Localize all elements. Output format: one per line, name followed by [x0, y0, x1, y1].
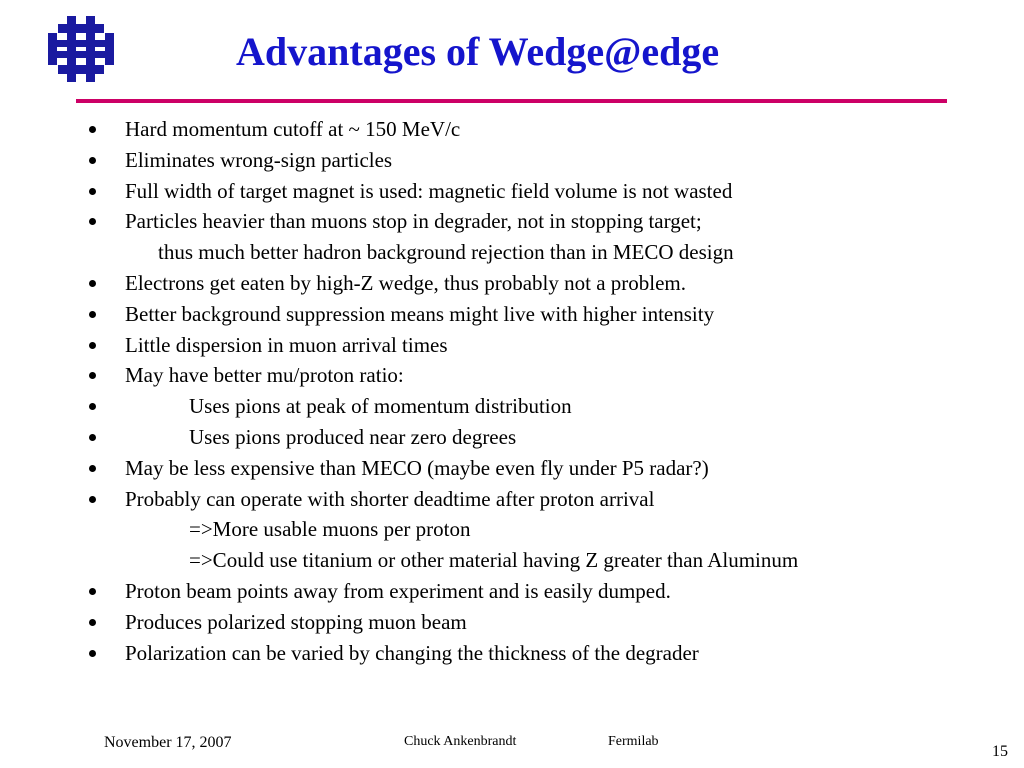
- bullet-text: Full width of target magnet is used: magnetic field volume is not wasted: [125, 178, 733, 203]
- bullet-item: [0, 114, 1024, 145]
- bullet-text: thus much better hadron background rejection than in MECO design: [158, 240, 734, 265]
- footer-date: November 17, 2007: [104, 734, 232, 751]
- bullet-text: Better background suppression means might live with higher intensity: [125, 301, 715, 326]
- bullet-item: [0, 638, 1024, 669]
- bullet-text: Particles heavier than muons stop in degrader, not in stopping target;: [125, 209, 702, 234]
- bullet-dot-icon: [89, 218, 96, 225]
- bullet-text: Uses pions produced near zero degrees: [189, 424, 517, 449]
- fermilab-logo-icon: [48, 16, 114, 82]
- bullet-text: Hard momentum cutoff at ~ 150 MeV/c: [125, 117, 461, 141]
- bullet-item: [0, 145, 1024, 176]
- bullet-item: [0, 484, 1024, 515]
- bullet-item: [0, 360, 1024, 391]
- bullet-list: [0, 114, 1024, 668]
- bullet-dot-icon: [89, 434, 96, 441]
- bullet-text: =>Could use titanium or other material having Z greater than Aluminum: [189, 548, 799, 573]
- bullet-dot-icon: [89, 496, 96, 503]
- bullet-item: [0, 237, 1024, 268]
- bullet-text: May have better mu/proton ratio:: [125, 363, 404, 388]
- bullet-text: Polarization can be varied by changing the thickness of the degrader: [125, 640, 699, 665]
- bullet-dot-icon: [89, 342, 96, 349]
- slide-title: Advantages of Wedge@edge: [236, 29, 720, 74]
- bullet-item: [0, 576, 1024, 607]
- bullet-item: [0, 545, 1024, 576]
- bullet-item: [0, 391, 1024, 422]
- bullet-text: Eliminates wrong-sign particles: [125, 147, 393, 172]
- bullet-text: May be less expensive than MECO (maybe even fly under P5 radar?): [125, 455, 709, 480]
- bullet-dot-icon: [89, 588, 96, 595]
- bullet-dot-icon: [89, 188, 96, 195]
- bullet-dot-icon: [89, 650, 96, 657]
- footer-organization: Fermilab: [608, 734, 659, 749]
- bullet-text: =>More usable muons per proton: [189, 517, 471, 542]
- bullet-text: Little dispersion in muon arrival times: [125, 332, 448, 357]
- bullet-item: [0, 206, 1024, 237]
- bullet-item: [0, 607, 1024, 638]
- bullet-item: [0, 330, 1024, 361]
- bullet-dot-icon: [89, 157, 96, 164]
- bullet-dot-icon: [89, 126, 96, 133]
- bullet-item: [0, 176, 1024, 207]
- bullet-text: Produces polarized stopping muon beam: [125, 609, 467, 634]
- bullet-dot-icon: [89, 465, 96, 472]
- title-divider: [76, 99, 947, 103]
- page-number: 15: [992, 743, 1008, 760]
- bullet-text: Probably can operate with shorter deadtime after proton arrival: [125, 486, 655, 511]
- bullet-text: Uses pions at peak of momentum distribution: [189, 394, 572, 419]
- bullet-item: [0, 453, 1024, 484]
- bullet-item: [0, 422, 1024, 453]
- bullet-dot-icon: [89, 403, 96, 410]
- bullet-text: Proton beam points away from experiment and is easily dumped.: [125, 578, 671, 603]
- bullet-dot-icon: [89, 280, 96, 287]
- bullet-dot-icon: [89, 311, 96, 318]
- bullet-dot-icon: [89, 619, 96, 626]
- bullet-text: Electrons get eaten by high-Z wedge, thus probably not a problem.: [125, 270, 687, 295]
- bullet-item: [0, 299, 1024, 330]
- bullet-item: [0, 268, 1024, 299]
- bullet-dot-icon: [89, 372, 96, 379]
- footer-author: Chuck Ankenbrandt: [404, 734, 517, 749]
- bullet-item: [0, 514, 1024, 545]
